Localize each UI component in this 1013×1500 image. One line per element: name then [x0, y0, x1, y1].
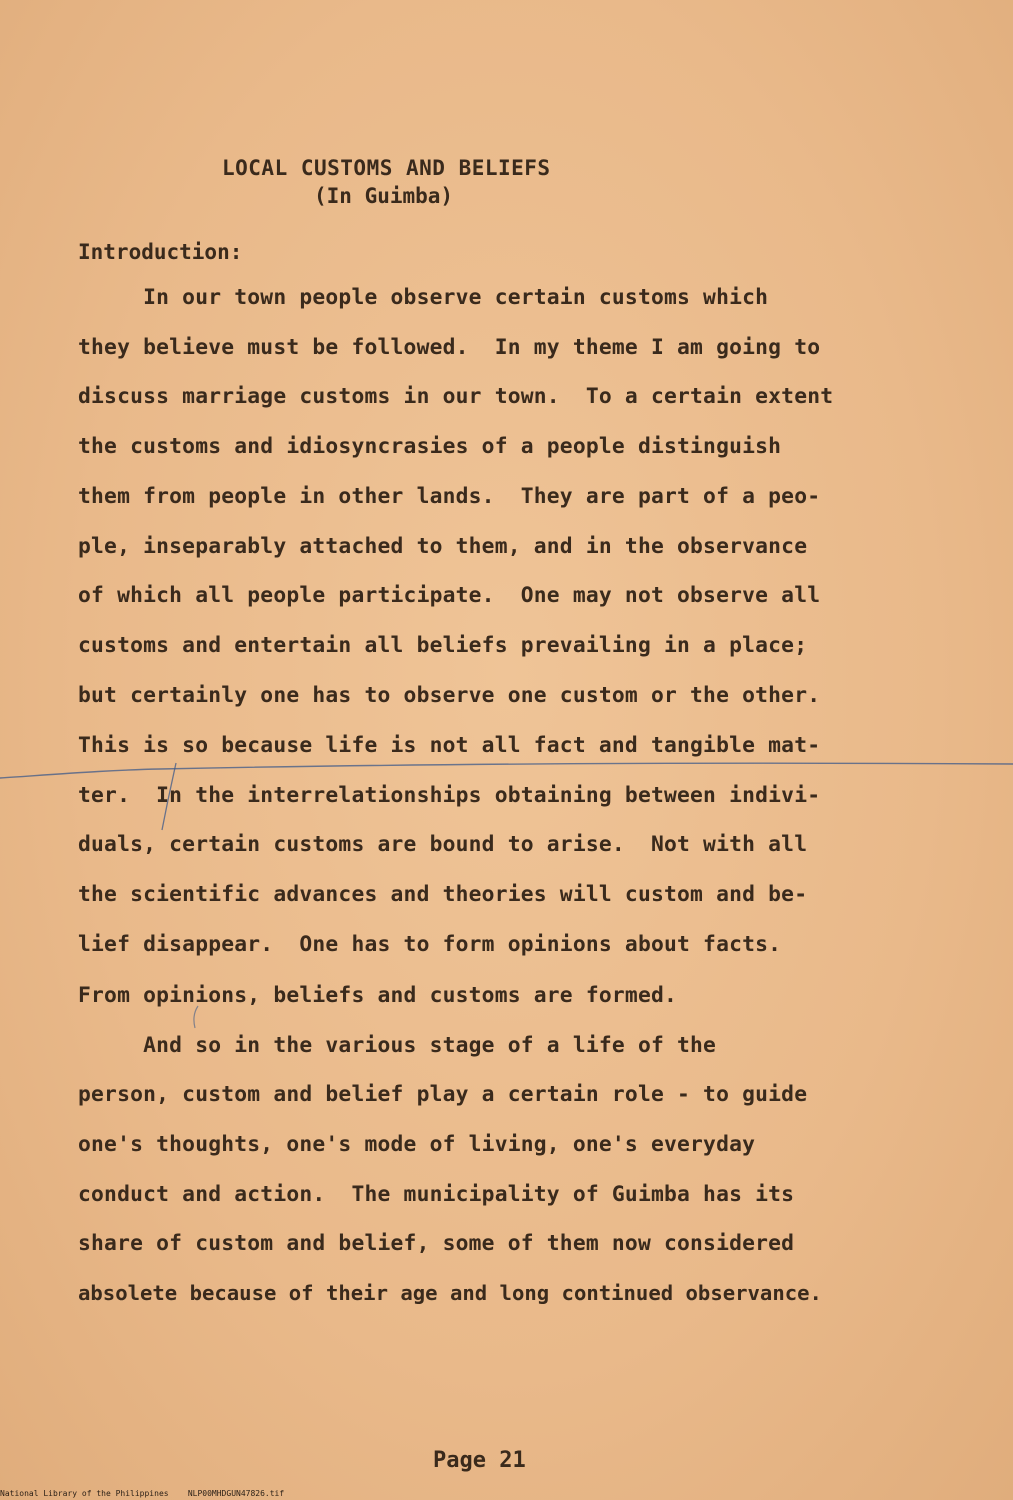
body-line: From opinions, beliefs and customs are formed. — [78, 983, 678, 1008]
page-number: Page 21 — [433, 1448, 526, 1473]
body-line: share of custom and belief, some of them now considered — [78, 1231, 795, 1256]
body-line: And so in the various stage of a life of the — [78, 1033, 717, 1058]
body-line: customs and entertain all beliefs prevailing in a place; — [78, 633, 808, 658]
body-line: of which all people participate. One may not observe all — [78, 583, 821, 608]
body-line: discuss marriage customs in our town. To a certain extent — [78, 384, 834, 409]
archive-footer: National Library of the Philippines NLP00MHDGUN47826.tif — [0, 1489, 285, 1498]
document-subtitle: (In Guimba) — [314, 184, 454, 208]
body-line: but certainly one has to observe one custom or the other. — [78, 683, 821, 708]
body-line: ter. In the interrelationships obtaining between indivi- — [78, 783, 821, 808]
body-line: them from people in other lands. They are part of a peo- — [78, 484, 821, 509]
section-heading: Introduction: — [78, 240, 243, 264]
body-line: person, custom and belief play a certain role - to guide — [78, 1082, 808, 1107]
document-title: LOCAL CUSTOMS AND BELIEFS — [222, 156, 551, 180]
body-line: lief disappear. One has to form opinions about facts. — [78, 932, 782, 957]
body-line: they believe must be followed. In my theme I am going to — [78, 335, 821, 360]
body-line: one's thoughts, one's mode of living, one's everyday — [78, 1132, 756, 1157]
body-line: In our town people observe certain customs which — [78, 285, 769, 310]
body-line: ple, inseparably attached to them, and in the observance — [78, 534, 808, 559]
body-line: This is so because life is not all fact and tangible mat- — [78, 733, 821, 758]
body-line: absolete because of their age and long continued observance. — [78, 1281, 822, 1305]
body-line: the scientific advances and theories will custom and be- — [78, 882, 808, 907]
body-line: duals, certain customs are bound to arise. Not with all — [78, 832, 808, 857]
body-line: the customs and idiosyncrasies of a people distinguish — [78, 434, 782, 459]
body-line: conduct and action. The municipality of Guimba has its — [78, 1182, 795, 1207]
